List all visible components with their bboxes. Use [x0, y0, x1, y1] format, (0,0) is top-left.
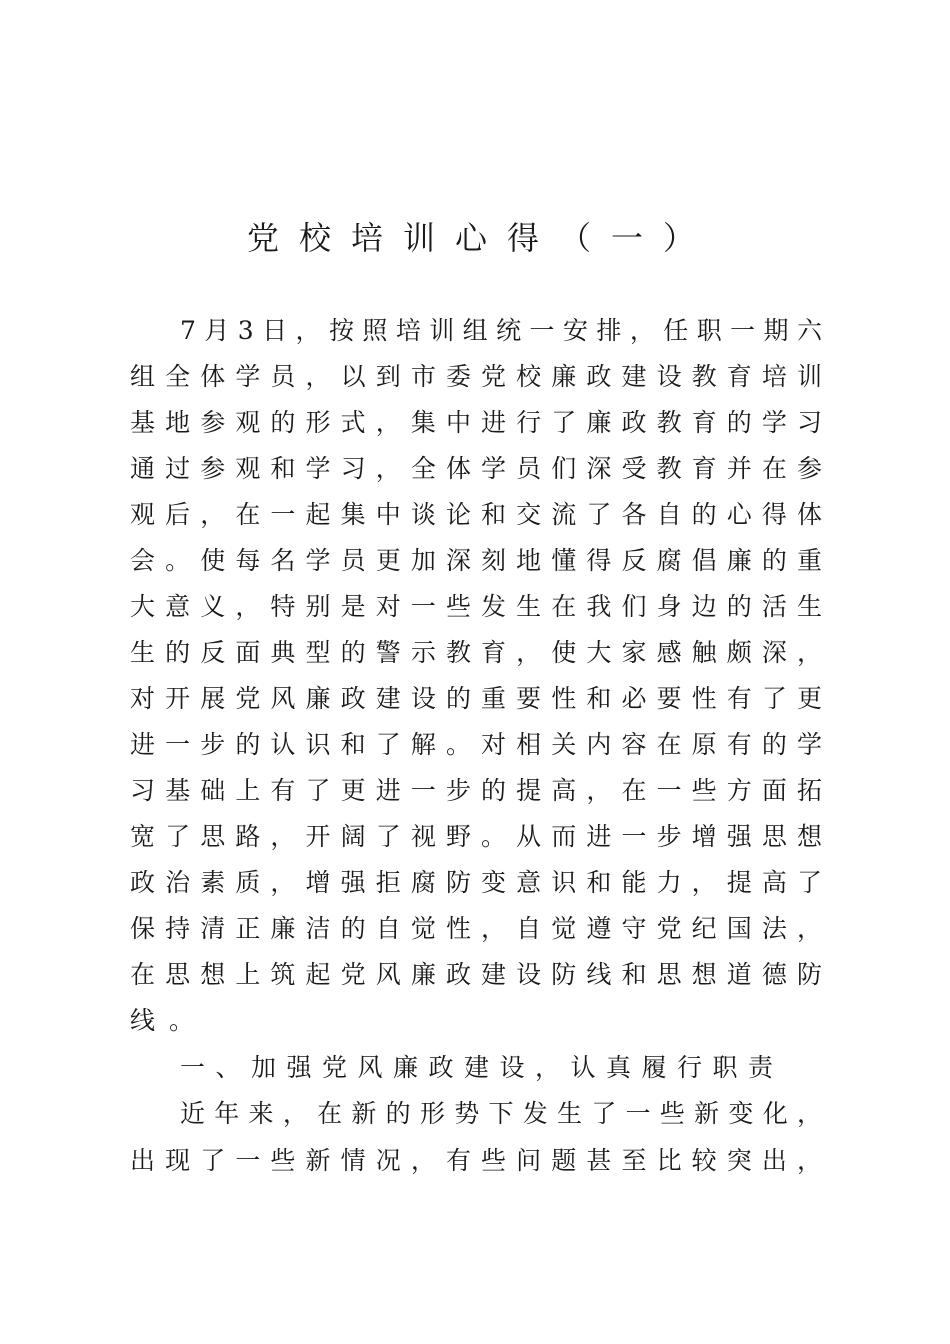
paragraph-line: 在思想上筑起党风廉政建设防线和思想道德防 — [130, 960, 822, 989]
paragraph-line: 生的反面典型的警示教育，使大家感触颇深， — [130, 638, 822, 667]
section-heading: 一、加强党风廉政建设，认真履行职责 — [180, 1053, 784, 1082]
paragraph-line: 进一步的认识和了解。对相关内容在原有的学 — [130, 730, 822, 759]
paragraph-line: 7月3日，按照培训组统一安排，任职一期六 — [180, 316, 822, 345]
page-title: 党校培训心得（一） — [246, 219, 715, 257]
paragraph-line: 政治素质，增强拒腐防变意识和能力，提高了 — [130, 868, 822, 897]
paragraph-line: 大意义，特别是对一些发生在我们身边的活生 — [130, 592, 822, 621]
paragraph-line: 通过参观和学习，全体学员们深受教育并在参 — [130, 454, 822, 483]
paragraph-line: 线。 — [130, 1006, 209, 1035]
paragraph-line: 近年来，在新的形势下发生了一些新变化， — [180, 1099, 822, 1128]
paragraph-line: 观后，在一起集中谈论和交流了各自的心得体 — [130, 500, 822, 529]
paragraph-line: 对开展党风廉政建设的重要性和必要性有了更 — [130, 684, 822, 713]
paragraph-line: 保持清正廉洁的自觉性，自觉遵守党纪国法， — [130, 914, 822, 943]
paragraph-line: 宽了思路，开阔了视野。从而进一步增强思想 — [130, 822, 822, 851]
paragraph-line: 基地参观的形式，集中进行了廉政教育的学习 — [130, 408, 822, 437]
paragraph-line: 会。使每名学员更加深刻地懂得反腐倡廉的重 — [130, 546, 822, 575]
paragraph-line: 出现了一些新情况，有些问题甚至比较突出， — [130, 1146, 822, 1175]
paragraph-line: 组全体学员，以到市委党校廉政建设教育培训 — [130, 362, 822, 391]
paragraph-line: 习基础上有了更进一步的提高，在一些方面拓 — [130, 776, 822, 805]
